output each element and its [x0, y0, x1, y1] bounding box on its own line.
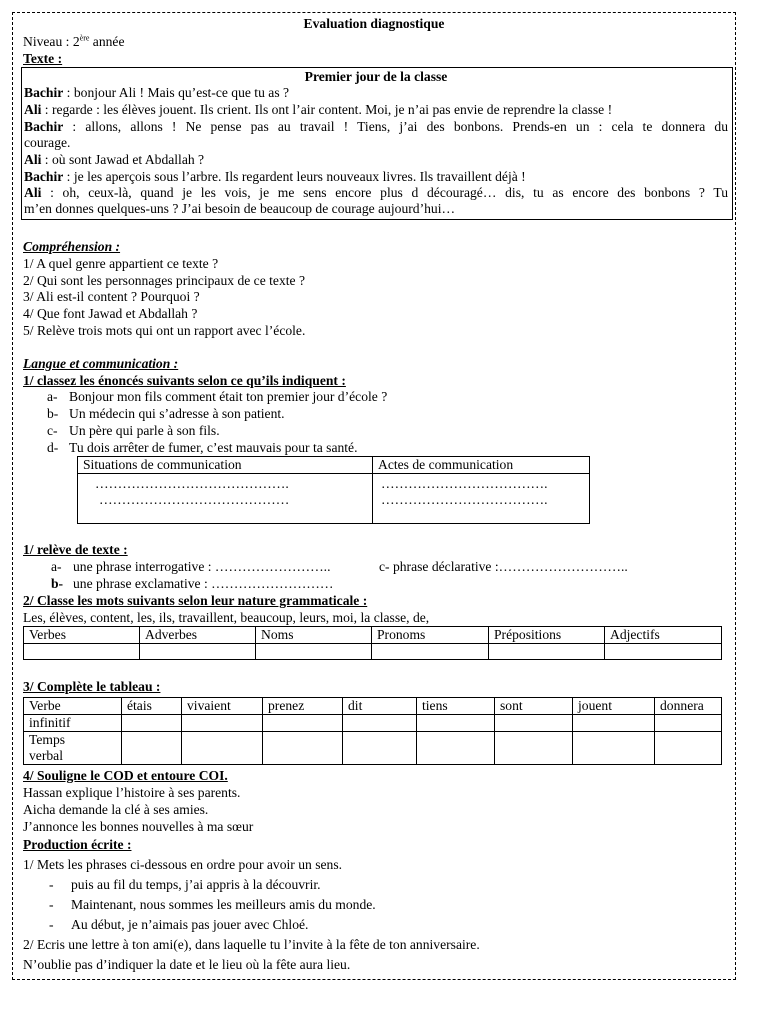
table-header: sont — [495, 698, 573, 715]
releve-item-c: c- phrase déclarative :……………………….. — [379, 559, 628, 574]
item-marker: c- — [47, 423, 58, 438]
exercise-4-sentence: Aicha demande la clé à ses amies. — [23, 802, 209, 817]
niveau-line — [23, 34, 125, 50]
releve-item-b — [51, 576, 334, 592]
dialogue-text: : je les aperçois sous l’arbre. Ils regardent leurs nouveaux livres. Ils travaillent déjà ! — [63, 169, 526, 184]
exercise-2-words: Les, élèves, content, les, ils, travaillent, beaucoup, leurs, moi, la classe, de, — [23, 610, 430, 625]
speaker: Ali — [24, 152, 42, 167]
answer-cell[interactable] — [182, 715, 263, 732]
dialogue-text: : bonjour Ali ! Mais qu’est-ce que tu as ? — [63, 85, 290, 100]
grammar-table — [23, 626, 722, 660]
answer-cell[interactable] — [655, 732, 722, 765]
exercise-1-item — [47, 423, 220, 439]
production-question-2: 2/ Ecris une lettre à ton ami(e), dans laquelle tu l’invite à la fête de ton anniversaire. — [23, 937, 480, 952]
answer-cell[interactable] — [140, 644, 256, 660]
table-header: Noms — [256, 627, 372, 644]
production-item — [49, 877, 321, 893]
answer-cell[interactable] — [417, 732, 495, 765]
niveau-suffix: année — [89, 34, 125, 49]
production-heading: Production écrite : — [23, 837, 132, 852]
niveau-superscript: ère — [79, 33, 90, 43]
answer-cell[interactable] — [573, 715, 655, 732]
table-header: Verbe — [24, 698, 122, 715]
document-title: Evaluation diagnostique — [303, 16, 445, 31]
item-marker: d- — [47, 440, 59, 455]
dialogue-line — [24, 119, 728, 135]
dialogue-continuation: courage. — [24, 135, 71, 150]
answer-dots: …………………………………… — [99, 492, 290, 507]
table-header: prenez — [263, 698, 343, 715]
table-header: dit — [343, 698, 417, 715]
dialogue-text: : oh, ceux-là, quand je les vois, je me sens encore plus d découragé… dis, tu as encore des bonbons ? Tu — [41, 185, 728, 200]
speaker: Ali — [24, 102, 42, 117]
table-header: étais — [122, 698, 182, 715]
exercise-4-title: 4/ Souligne le COD et entoure COI. — [23, 768, 228, 783]
table-header: Actes de communication — [373, 457, 590, 474]
dialogue-line — [24, 85, 728, 101]
table-header: Situations de communication — [78, 457, 373, 474]
row-label — [24, 732, 122, 765]
table-header: Adjectifs — [605, 627, 722, 644]
dialogue-line — [24, 169, 728, 185]
dialogue-text: : où sont Jawad et Abdallah ? — [41, 152, 205, 167]
comprehension-question: 1/ A quel genre appartient ce texte ? — [23, 256, 219, 271]
item-marker: a- — [47, 389, 58, 404]
answer-cell[interactable] — [495, 732, 573, 765]
dialogue-text: : regarde : les élèves jouent. Ils crient. Ils ont l’air content. Moi, je n’ai pas envie de reprendre la classe ! — [41, 102, 613, 117]
table-header: donnera — [655, 698, 722, 715]
dialogue-line — [24, 152, 728, 168]
dialogue-line — [24, 102, 728, 118]
story-title: Premier jour de la classe — [304, 69, 448, 84]
answer-cell[interactable] — [573, 732, 655, 765]
table-header: Pronoms — [372, 627, 489, 644]
answer-cell[interactable] — [655, 715, 722, 732]
exam-sheet — [12, 12, 736, 980]
bullet: - — [49, 897, 54, 912]
production-item — [49, 917, 308, 933]
comprehension-heading: Compréhension : — [23, 239, 121, 254]
communication-table — [77, 456, 590, 524]
releve-item-a — [51, 559, 330, 575]
answer-cell[interactable] — [24, 644, 140, 660]
item-text: Au début, je n’aimais pas jouer avec Chloé. — [71, 917, 309, 932]
answer-cell[interactable] — [343, 715, 417, 732]
table-header: Verbes — [24, 627, 140, 644]
exercise-1-title: 1/ classez les énoncés suivants selon ce qu’ils indiquent : — [23, 373, 346, 388]
story-box — [21, 67, 733, 220]
production-question-3: N’oublie pas d’indiquer la date et le lieu où la fête aura lieu. — [23, 957, 351, 972]
item-text: une phrase exclamative : ……………………… — [73, 576, 334, 591]
item-text: puis au fil du temps, j’ai appris à la découvrir. — [71, 877, 321, 892]
answer-cell[interactable] — [417, 715, 495, 732]
production-item — [49, 897, 376, 913]
bullet: - — [49, 877, 54, 892]
item-text: Bonjour mon fils comment était ton premier jour d’école ? — [69, 389, 388, 404]
comprehension-question: 2/ Qui sont les personnages principaux de ce texte ? — [23, 273, 305, 288]
answer-cell[interactable] — [263, 715, 343, 732]
item-text: Un médecin qui s’adresse à son patient. — [69, 406, 285, 421]
item-text: Tu dois arrêter de fumer, c’est mauvais pour ta santé. — [69, 440, 358, 455]
answer-cell[interactable] — [605, 644, 722, 660]
answer-cell[interactable] — [489, 644, 605, 660]
answer-cell[interactable] — [495, 715, 573, 732]
answer-cell[interactable] — [263, 732, 343, 765]
bullet: - — [49, 917, 54, 932]
table-header: Adverbes — [140, 627, 256, 644]
dialogue-line — [24, 185, 728, 201]
answer-dots: ………………………………. — [381, 492, 548, 507]
table-header: tiens — [417, 698, 495, 715]
speaker: Bachir — [24, 85, 64, 100]
dialogue-text: : allons, allons ! Ne pense pas au travail ! Tiens, j’ai des bonbons. Prends-en un : cela te donnera du — [63, 119, 728, 134]
exercise-1-item — [47, 406, 285, 422]
exercise-4-sentence: Hassan explique l’histoire à ses parents. — [23, 785, 241, 800]
conjugation-table — [23, 697, 722, 765]
table-header: jouent — [573, 698, 655, 715]
item-marker: a- — [51, 559, 62, 574]
answer-cell[interactable] — [343, 732, 417, 765]
answer-cell[interactable] — [256, 644, 372, 660]
answer-cell[interactable] — [122, 715, 182, 732]
langue-heading: Langue et communication : — [23, 356, 179, 371]
exercise-1-item — [47, 440, 358, 456]
row-label: infinitif — [24, 715, 122, 732]
item-text: Un père qui parle à son fils. — [69, 423, 220, 438]
answer-cell[interactable] — [182, 732, 263, 765]
releve-title: 1/ relève de texte : — [23, 542, 128, 557]
answer-cell[interactable] — [78, 474, 373, 524]
answer-cell[interactable] — [372, 644, 489, 660]
speaker: Bachir — [24, 169, 64, 184]
item-marker: b- — [47, 406, 59, 421]
answer-dots: ……………………………………. — [95, 476, 289, 491]
row-label-line: Temps — [29, 732, 66, 747]
exercise-3-title: 3/ Complète le tableau : — [23, 679, 161, 694]
table-header: vivaient — [182, 698, 263, 715]
comprehension-question: 5/ Relève trois mots qui ont un rapport avec l’école. — [23, 323, 306, 338]
speaker: Bachir — [24, 119, 64, 134]
item-text: une phrase interrogative : …………………….. — [73, 559, 331, 574]
niveau-label: Niveau : 2 — [23, 34, 80, 49]
exercise-1-item — [47, 389, 387, 405]
answer-dots: ………………………………. — [381, 476, 548, 491]
comprehension-question: 3/ Ali est-il content ? Pourquoi ? — [23, 289, 200, 304]
texte-heading: Texte : — [23, 51, 63, 66]
speaker: Ali — [24, 185, 42, 200]
answer-cell[interactable] — [373, 474, 590, 524]
table-header: Prépositions — [489, 627, 605, 644]
row-label-line: verbal — [29, 748, 63, 763]
item-text: Maintenant, nous sommes les meilleurs amis du monde. — [71, 897, 376, 912]
production-question-1: 1/ Mets les phrases ci-dessous en ordre pour avoir un sens. — [23, 857, 343, 872]
item-marker: b- — [51, 576, 64, 591]
exercise-4-sentence: J’annonce les bonnes nouvelles à ma sœur — [23, 819, 254, 834]
comprehension-question: 4/ Que font Jawad et Abdallah ? — [23, 306, 198, 321]
dialogue-continuation: m’en donnes quelques-uns ? J’ai besoin de beaucoup de courage aujourd’hui… — [24, 201, 456, 216]
answer-cell[interactable] — [122, 732, 182, 765]
exercise-2-title: 2/ Classe les mots suivants selon leur nature grammaticale : — [23, 593, 368, 608]
